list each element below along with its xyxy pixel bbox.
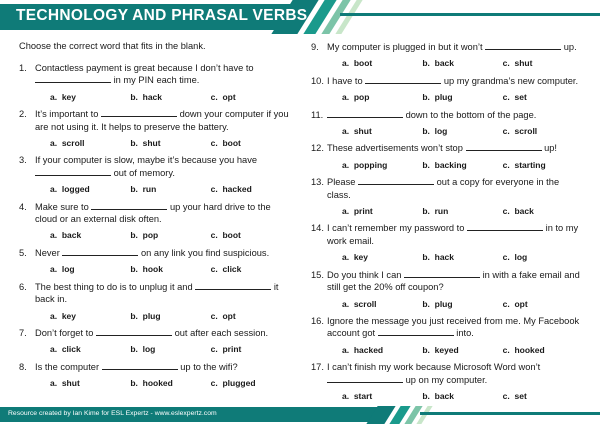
answer-blank[interactable]: [96, 328, 172, 336]
option-letter: c.: [502, 390, 510, 401]
option-word: plug: [434, 92, 453, 103]
question-text: [19, 281, 291, 306]
option-letter: b.: [130, 310, 138, 321]
answer-option[interactable]: [130, 343, 210, 355]
question-before: Please: [327, 177, 356, 188]
answer-blank[interactable]: [195, 282, 271, 290]
question-number: 8.: [19, 361, 27, 372]
question-after: up your hard drive to the cloud or an external disk often.: [35, 201, 271, 225]
question-text: [19, 327, 291, 339]
answer-options: [311, 205, 583, 217]
question-item: [311, 222, 583, 263]
question-text: [311, 142, 583, 154]
question-item: [19, 62, 291, 103]
answer-options: [311, 344, 583, 356]
answer-option[interactable]: [422, 344, 502, 356]
question-before: Contactless payment is great because I don’t have to: [35, 63, 254, 73]
option-word: hooked: [142, 378, 173, 389]
question-text: [19, 154, 291, 179]
option-word: key: [61, 91, 77, 102]
option-word: keyed: [434, 344, 459, 355]
answer-option[interactable]: [503, 344, 583, 356]
option-letter: a.: [342, 159, 350, 170]
option-letter: a.: [342, 390, 350, 401]
option-word: back: [434, 390, 454, 401]
question-number: 1.: [19, 63, 27, 73]
question-number: 13.: [311, 177, 324, 188]
option-word: log: [142, 344, 156, 355]
title-banner: [0, 0, 600, 34]
option-letter: a.: [342, 298, 350, 309]
answer-option[interactable]: [130, 91, 210, 103]
option-letter: a.: [342, 206, 350, 217]
answer-blank[interactable]: [378, 328, 454, 336]
answer-option[interactable]: [211, 377, 291, 389]
option-word: boot: [222, 230, 241, 241]
option-word: back: [61, 230, 82, 241]
answer-option[interactable]: [503, 159, 583, 171]
answer-options: [311, 91, 583, 103]
answer-options: [311, 159, 583, 171]
option-letter: a.: [50, 138, 58, 149]
answer-option[interactable]: [342, 159, 422, 171]
answer-blank[interactable]: [327, 110, 403, 118]
option-letter: a.: [50, 378, 58, 389]
option-word: hook: [142, 264, 163, 275]
answer-option[interactable]: [342, 390, 422, 402]
question-after: on any link you find suspicious.: [141, 247, 270, 258]
question-text: [311, 109, 583, 121]
option-letter: c.: [210, 230, 218, 241]
question-item: [311, 315, 583, 356]
answer-options: [311, 251, 583, 263]
answer-option[interactable]: [503, 205, 583, 217]
option-word: opt: [222, 91, 236, 102]
answer-blank[interactable]: [485, 42, 561, 50]
banner-line: [340, 13, 600, 16]
option-letter: b.: [422, 126, 430, 137]
answer-option[interactable]: [503, 91, 583, 103]
option-letter: b.: [130, 138, 138, 149]
option-letter: c.: [210, 138, 218, 149]
option-letter: a.: [50, 264, 58, 275]
option-word: plugged: [222, 378, 256, 389]
option-word: scroll: [514, 126, 538, 137]
option-letter: a.: [342, 126, 350, 137]
question-after: out of memory.: [113, 167, 175, 178]
question-after: up to the wifi?: [180, 361, 238, 372]
option-letter: c.: [502, 206, 510, 217]
answer-option[interactable]: [503, 125, 583, 137]
option-word: print: [353, 206, 373, 217]
answer-blank[interactable]: [404, 270, 480, 278]
question-item: [19, 201, 291, 242]
answer-option[interactable]: [50, 343, 130, 355]
question-item: [311, 75, 583, 104]
question-before: I have to: [327, 75, 363, 86]
answer-option[interactable]: [422, 390, 502, 402]
option-letter: a.: [50, 230, 58, 241]
answer-option[interactable]: [50, 183, 130, 195]
option-letter: b.: [130, 344, 138, 355]
answer-options: [19, 91, 291, 103]
option-word: popping: [353, 159, 388, 170]
option-letter: a.: [50, 310, 58, 321]
answer-option[interactable]: [422, 91, 502, 103]
answer-option[interactable]: [130, 263, 210, 275]
answer-option[interactable]: [211, 263, 291, 275]
question-number: 15.: [311, 269, 324, 280]
option-word: key: [61, 310, 77, 321]
option-letter: c.: [502, 252, 510, 263]
option-word: hack: [434, 252, 454, 263]
option-word: print: [222, 344, 242, 355]
answer-option[interactable]: [342, 344, 422, 356]
page-title: TECHNOLOGY AND PHRASAL VERBS: [16, 7, 308, 24]
question-number: 2.: [19, 109, 27, 120]
question-text: [19, 62, 291, 87]
answer-options: [19, 229, 291, 241]
question-number: 17.: [311, 362, 324, 373]
answer-option[interactable]: [342, 125, 422, 137]
question-after: up on my computer.: [405, 374, 488, 385]
answer-blank[interactable]: [358, 177, 434, 185]
question-before: Do you think I can: [327, 269, 402, 280]
option-word: scroll: [353, 298, 377, 309]
option-word: click: [222, 264, 242, 275]
question-before: Don’t forget to: [35, 327, 94, 338]
answer-options: [19, 137, 291, 149]
answer-option[interactable]: [342, 205, 422, 217]
option-word: pop: [353, 92, 370, 103]
option-letter: a.: [50, 91, 58, 102]
option-letter: c.: [210, 310, 218, 321]
option-letter: a.: [342, 92, 350, 103]
option-word: opt: [222, 310, 236, 321]
question-list-right: [311, 41, 583, 402]
option-letter: b.: [130, 264, 138, 275]
answer-option[interactable]: [342, 57, 422, 69]
question-item: [311, 142, 583, 171]
question-item: [311, 41, 583, 70]
option-letter: c.: [210, 344, 218, 355]
question-item: [311, 109, 583, 138]
option-letter: b.: [130, 91, 138, 102]
option-letter: b.: [422, 92, 430, 103]
question-number: 10.: [311, 75, 324, 86]
question-number: 6.: [19, 281, 27, 292]
question-item: [311, 269, 583, 310]
answer-option[interactable]: [130, 137, 210, 149]
option-word: opt: [514, 298, 528, 309]
answer-options: [19, 343, 291, 355]
answer-options: [311, 390, 583, 402]
question-number: 4.: [19, 201, 27, 212]
option-letter: a.: [50, 344, 58, 355]
question-after: in my PIN each time.: [113, 75, 200, 86]
answer-blank[interactable]: [327, 375, 403, 383]
question-text: [311, 315, 583, 340]
option-word: hack: [142, 91, 162, 102]
question-before: Make sure to: [35, 201, 89, 212]
question-item: [19, 108, 291, 149]
question-number: 7.: [19, 327, 27, 338]
option-letter: a.: [50, 184, 58, 195]
option-word: hooked: [514, 344, 545, 355]
answer-option[interactable]: [422, 125, 502, 137]
option-letter: c.: [502, 58, 510, 69]
answer-option[interactable]: [50, 377, 130, 389]
option-word: hacked: [222, 184, 252, 195]
answer-option[interactable]: [503, 390, 583, 402]
instructions: Choose the correct word that fits in the blank.: [19, 41, 206, 51]
question-text: [311, 222, 583, 247]
answer-option[interactable]: [422, 251, 502, 263]
question-before: If your computer is slow, maybe it’s because you have: [35, 155, 258, 166]
option-word: plug: [434, 298, 453, 309]
option-word: hacked: [353, 344, 384, 355]
option-word: log: [514, 252, 528, 263]
question-after: in with a fake email and still get the 20% off coupon?: [327, 269, 580, 293]
question-text: [19, 108, 291, 133]
question-after: it back in.: [35, 281, 279, 305]
option-word: back: [514, 206, 534, 217]
answer-blank[interactable]: [365, 76, 441, 84]
question-before: Is the computer: [35, 361, 100, 372]
answer-options: [19, 377, 291, 389]
answer-option[interactable]: [130, 377, 210, 389]
question-before: I can’t remember my password to: [327, 223, 465, 234]
answer-option[interactable]: [342, 91, 422, 103]
answer-option[interactable]: [130, 310, 210, 322]
option-letter: b.: [422, 252, 430, 263]
option-letter: c.: [210, 91, 218, 102]
option-word: boot: [353, 58, 373, 69]
option-word: pop: [142, 230, 159, 241]
option-letter: b.: [130, 378, 138, 389]
option-letter: c.: [210, 184, 218, 195]
question-item: [19, 154, 291, 195]
answer-blank[interactable]: [62, 248, 138, 256]
answer-option[interactable]: [503, 298, 583, 310]
answer-option[interactable]: [211, 137, 291, 149]
question-item: [19, 281, 291, 322]
question-before: Never: [35, 247, 60, 258]
option-letter: b.: [130, 184, 138, 195]
option-word: shut: [142, 138, 161, 149]
right-column: [311, 41, 583, 407]
option-letter: b.: [422, 159, 430, 170]
question-after: down to the bottom of the page.: [405, 109, 537, 120]
answer-option[interactable]: [342, 251, 422, 263]
answer-options: [19, 183, 291, 195]
question-item: [311, 176, 583, 217]
question-text: [311, 361, 583, 386]
question-after: up.: [563, 42, 577, 52]
option-word: shut: [514, 58, 533, 69]
question-text: [311, 176, 583, 201]
footer-credit: Resource created by Ian Kime for ESL Expertz - www.eslexpertz.com: [8, 410, 217, 417]
answer-blank[interactable]: [102, 362, 178, 370]
question-before: Ignore the message you just received from me. My Facebook account got: [327, 315, 580, 339]
answer-option[interactable]: [422, 205, 502, 217]
option-letter: b.: [422, 390, 430, 401]
left-column: [19, 41, 291, 395]
answer-option[interactable]: [130, 183, 210, 195]
question-before: The best thing to do is to unplug it and: [35, 281, 193, 292]
option-word: log: [434, 126, 448, 137]
question-item: [19, 247, 291, 276]
answer-option[interactable]: [50, 229, 130, 241]
answer-options: [311, 298, 583, 310]
question-number: 9.: [311, 42, 319, 52]
option-letter: b.: [422, 344, 430, 355]
answer-option[interactable]: [211, 343, 291, 355]
option-word: scroll: [61, 138, 85, 149]
option-letter: b.: [422, 58, 430, 69]
question-item: [19, 327, 291, 356]
answer-options: [19, 263, 291, 275]
option-word: boot: [222, 138, 241, 149]
option-letter: c.: [210, 378, 218, 389]
option-word: logged: [61, 184, 90, 195]
question-after: down your computer if you are not using it. It helps to preserve the battery.: [35, 109, 289, 132]
answer-option[interactable]: [211, 229, 291, 241]
option-word: key: [353, 252, 369, 263]
option-letter: c.: [502, 92, 510, 103]
answer-option[interactable]: [211, 91, 291, 103]
question-before: It’s important to: [35, 109, 99, 120]
option-word: back: [434, 58, 454, 69]
question-after: up!: [544, 143, 558, 154]
footer: [0, 406, 600, 424]
footer-line: [420, 412, 600, 415]
answer-options: [311, 125, 583, 137]
question-before: These advertisements won’t stop: [327, 143, 463, 154]
question-text: [19, 201, 291, 226]
option-word: run: [434, 206, 449, 217]
answer-option[interactable]: [50, 137, 130, 149]
answer-option[interactable]: [130, 229, 210, 241]
answer-blank[interactable]: [101, 109, 177, 117]
option-letter: c.: [502, 126, 510, 137]
answer-option[interactable]: [211, 310, 291, 322]
question-text: [311, 269, 583, 294]
answer-option[interactable]: [211, 183, 291, 195]
option-letter: c.: [502, 344, 510, 355]
question-number: 12.: [311, 143, 324, 154]
answer-blank[interactable]: [466, 143, 542, 151]
answer-option[interactable]: [503, 251, 583, 263]
question-number: 11.: [311, 109, 324, 120]
question-text: [311, 75, 583, 87]
option-letter: b.: [422, 298, 430, 309]
question-number: 5.: [19, 247, 27, 258]
option-word: set: [514, 92, 527, 103]
answer-options: [19, 310, 291, 322]
question-number: 16.: [311, 315, 324, 326]
option-word: log: [61, 264, 75, 275]
question-after: out a copy for everyone in the class.: [327, 177, 560, 200]
question-number: 14.: [311, 223, 324, 234]
answer-blank[interactable]: [35, 168, 111, 176]
option-word: run: [142, 184, 157, 195]
question-after: in to my work email.: [327, 223, 579, 246]
option-letter: a.: [342, 252, 350, 263]
option-letter: c.: [210, 264, 218, 275]
question-after: into.: [456, 328, 474, 339]
question-after: up my grandma’s new computer.: [443, 75, 579, 86]
answer-option[interactable]: [422, 57, 502, 69]
option-word: set: [514, 390, 527, 401]
option-word: shut: [353, 126, 372, 137]
option-word: starting: [514, 159, 546, 170]
question-before: I can’t finish my work because Microsoft Word won’t: [327, 362, 541, 373]
option-word: plug: [142, 310, 161, 321]
answer-option[interactable]: [342, 298, 422, 310]
question-text: [19, 247, 291, 259]
question-list-left: [19, 62, 291, 390]
option-letter: a.: [342, 344, 350, 355]
answer-blank[interactable]: [35, 75, 111, 83]
option-letter: c.: [502, 159, 510, 170]
answer-options: [311, 57, 583, 69]
answer-option[interactable]: [422, 298, 502, 310]
answer-option[interactable]: [50, 91, 130, 103]
question-item: [19, 361, 291, 390]
question-text: [311, 41, 583, 53]
option-letter: a.: [342, 58, 350, 69]
answer-blank[interactable]: [467, 223, 543, 231]
option-letter: b.: [130, 230, 138, 241]
answer-option[interactable]: [50, 310, 130, 322]
question-number: 3.: [19, 155, 27, 166]
option-word: backing: [434, 159, 467, 170]
option-letter: b.: [422, 206, 430, 217]
answer-option[interactable]: [503, 57, 583, 69]
answer-option[interactable]: [50, 263, 130, 275]
question-after: out after each session.: [174, 327, 269, 338]
question-text: [19, 361, 291, 373]
option-word: shut: [61, 378, 80, 389]
question-before: My computer is plugged in but it won’t: [327, 42, 483, 52]
question-item: [311, 361, 583, 402]
answer-blank[interactable]: [91, 202, 167, 210]
option-word: start: [353, 390, 373, 401]
option-letter: c.: [502, 298, 510, 309]
option-word: click: [61, 344, 81, 355]
answer-option[interactable]: [422, 159, 502, 171]
